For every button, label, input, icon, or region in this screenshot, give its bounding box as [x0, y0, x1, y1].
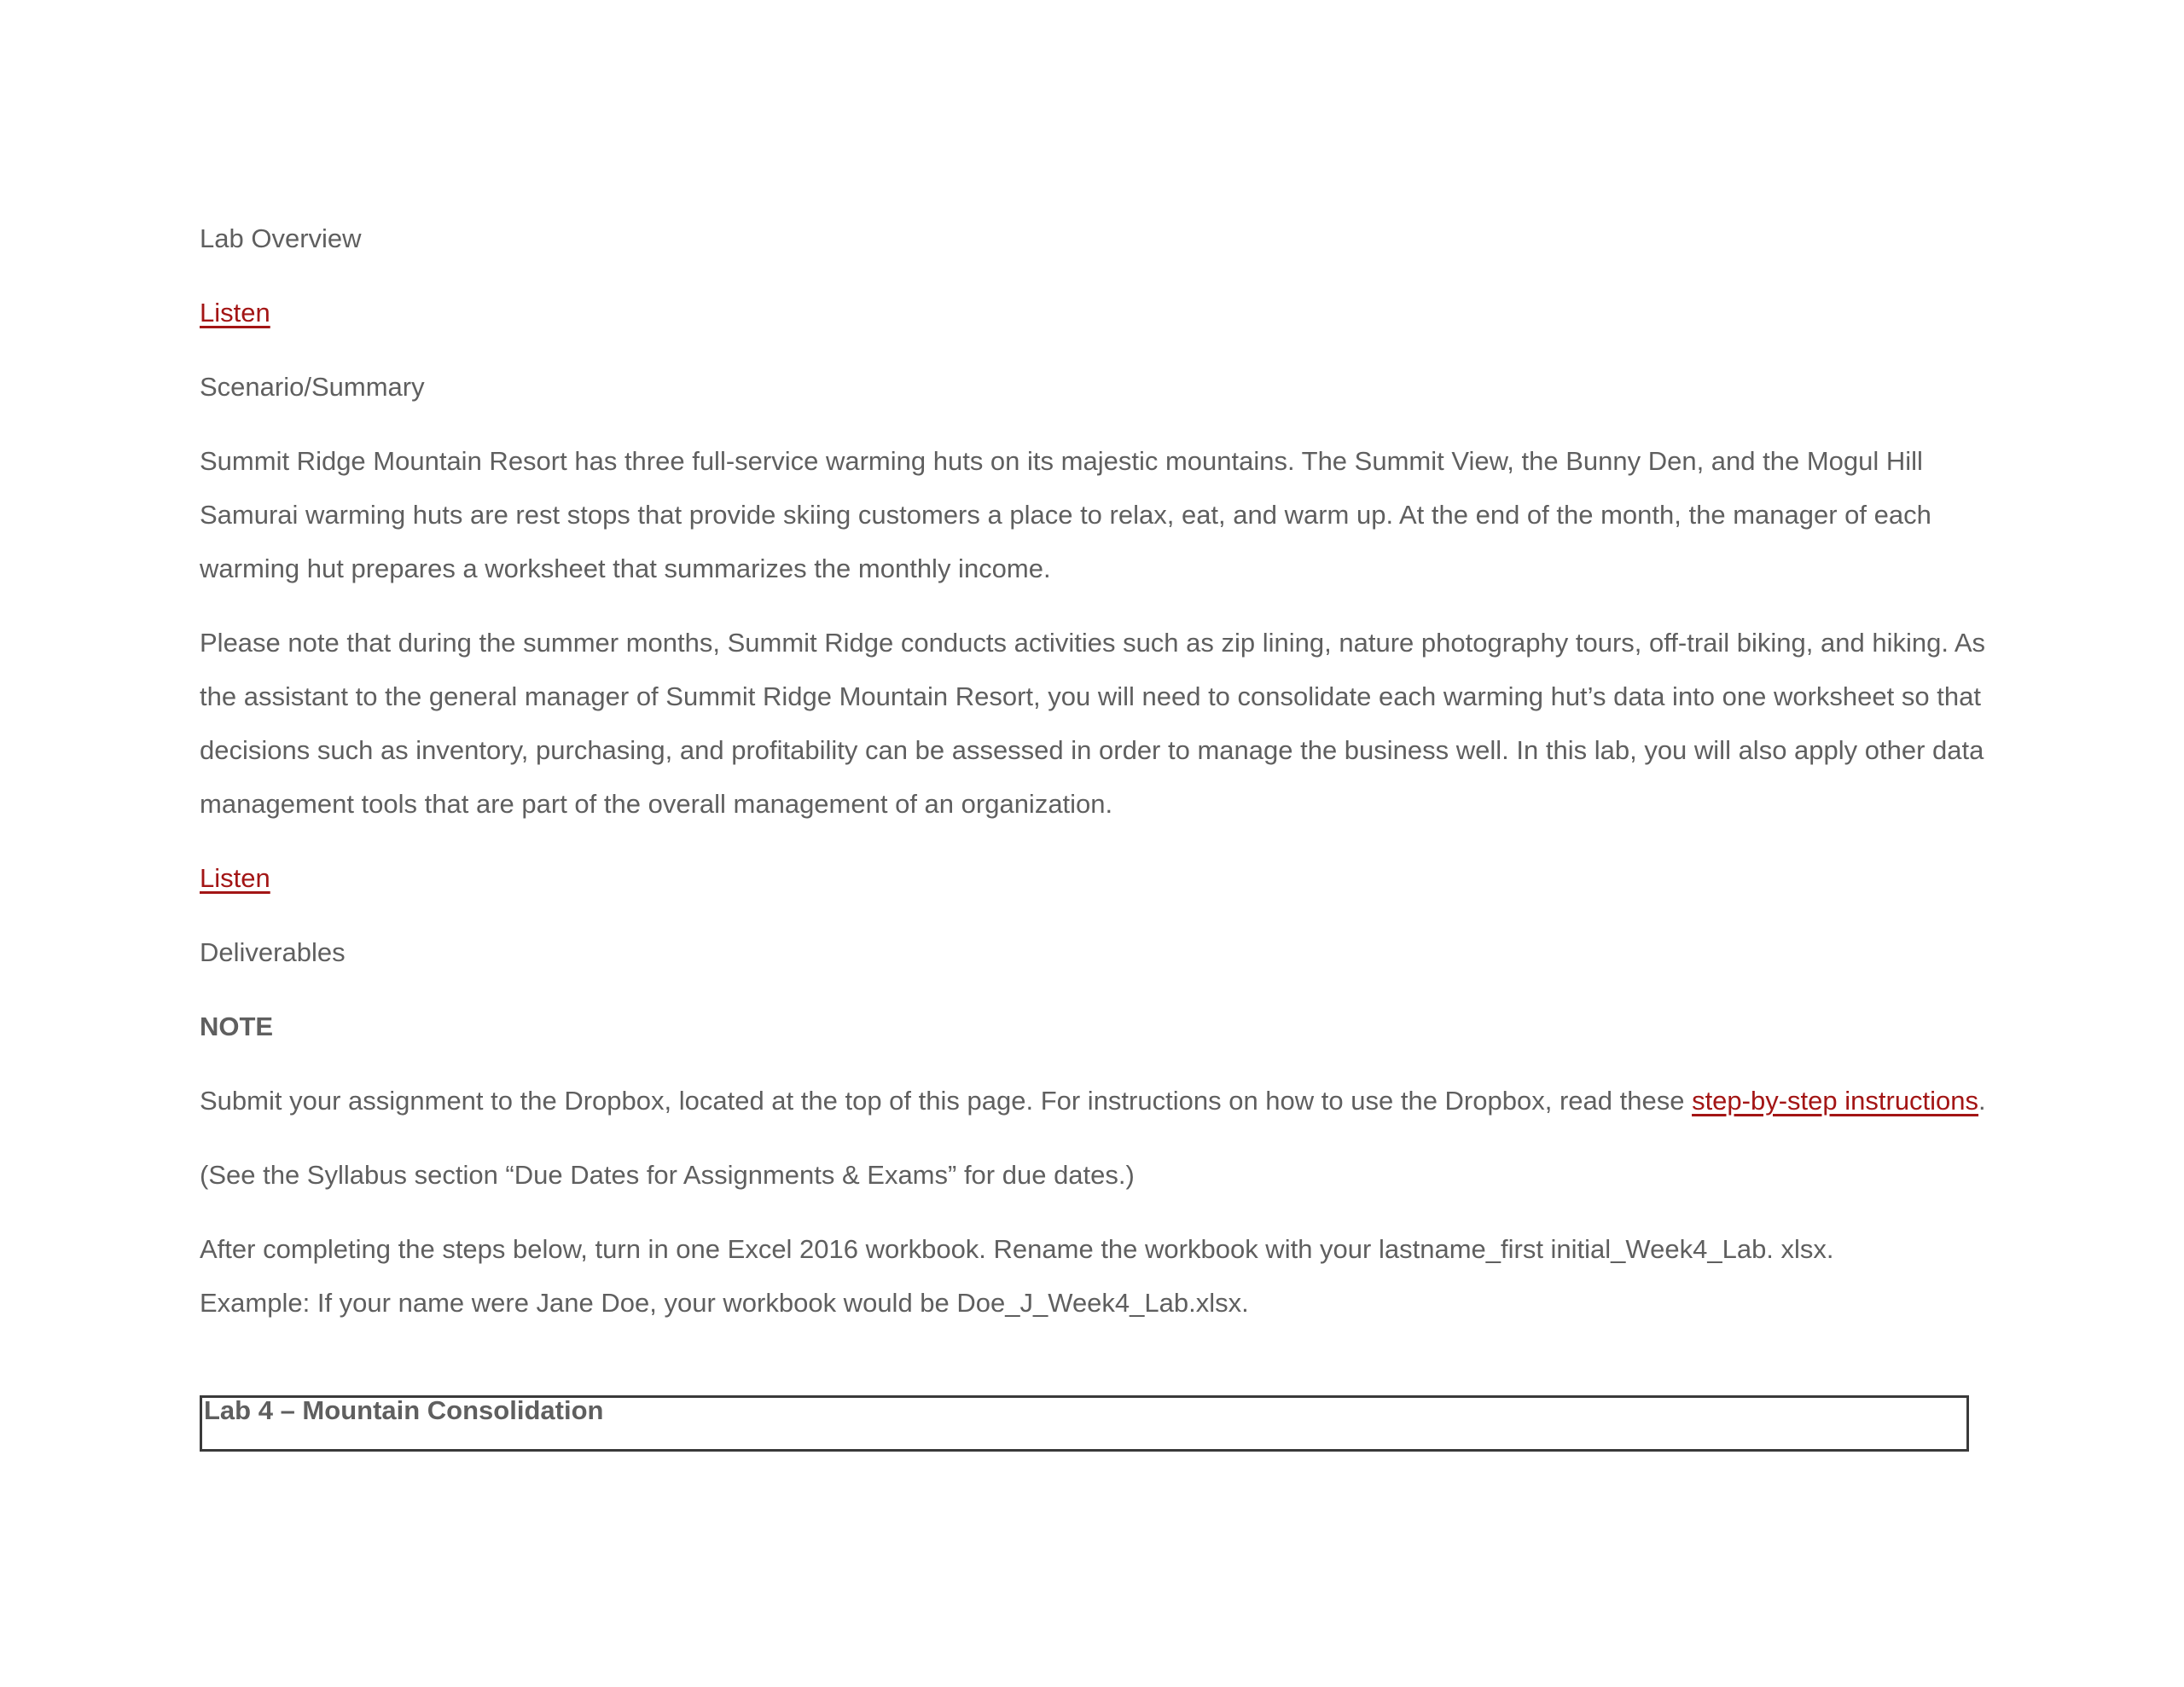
listen-link-1-line	[200, 286, 2017, 339]
lab-title-box	[200, 1395, 1969, 1452]
document-body	[200, 212, 2017, 1330]
lab-title: Lab 4 – Mountain Consolidation	[204, 1395, 604, 1425]
submit-paragraph	[200, 1074, 2017, 1128]
syllabus-note: (See the Syllabus section “Due Dates for Assignments & Exams” for due dates.)	[200, 1160, 1135, 1190]
step-by-step-instructions-link[interactable]: step-by-step instructions	[1692, 1086, 1979, 1116]
scenario-paragraph-2: Please note that during the summer months, Summit Ridge conducts activities such as zip lining, nature photography tours, off-trail biking, and hiking. As the assistant to the general manager of Summit Ridge Mountain Resort, you will need to consolidate each warming hut’s data into one worksheet so that decisions such as inventory, purchasing, and profitability can be assessed in order to manage the business well. In this lab, you will also apply other data management tools that are part of the overall management of an organization.	[200, 628, 1986, 819]
note-heading: NOTE	[200, 1012, 274, 1041]
after-steps-line-2: Example: If your name were Jane Doe, your workbook would be Doe_J_Week4_Lab.xlsx.	[200, 1288, 1249, 1318]
listen-link-2-line	[200, 851, 2017, 905]
lab-overview-heading: Lab Overview	[200, 223, 362, 253]
after-steps-line-1: After completing the steps below, turn in one Excel 2016 workbook. Rename the workbook with your lastname_first initial_Week4_Lab. xlsx.	[200, 1234, 1834, 1264]
listen-link-2[interactable]: Listen	[200, 863, 270, 893]
submit-text: Submit your assignment to the Dropbox, located at the top of this page. For instructions on how to use the Dropbox, read these	[200, 1086, 1693, 1116]
submit-period: .	[1978, 1086, 1986, 1116]
deliverables-heading: Deliverables	[200, 937, 346, 967]
scenario-heading: Scenario/Summary	[200, 372, 425, 402]
scenario-paragraph-1: Summit Ridge Mountain Resort has three full-service warming huts on its majestic mountains. The Summit View, the Bunny Den, and the Mogul Hill Samurai warming huts are rest stops that provide skiing customers a place to relax, eat, and warm up. At the end of the month, the manager of each warming hut prepares a worksheet that summarizes the monthly income.	[200, 446, 1931, 583]
listen-link-1[interactable]: Listen	[200, 298, 270, 328]
